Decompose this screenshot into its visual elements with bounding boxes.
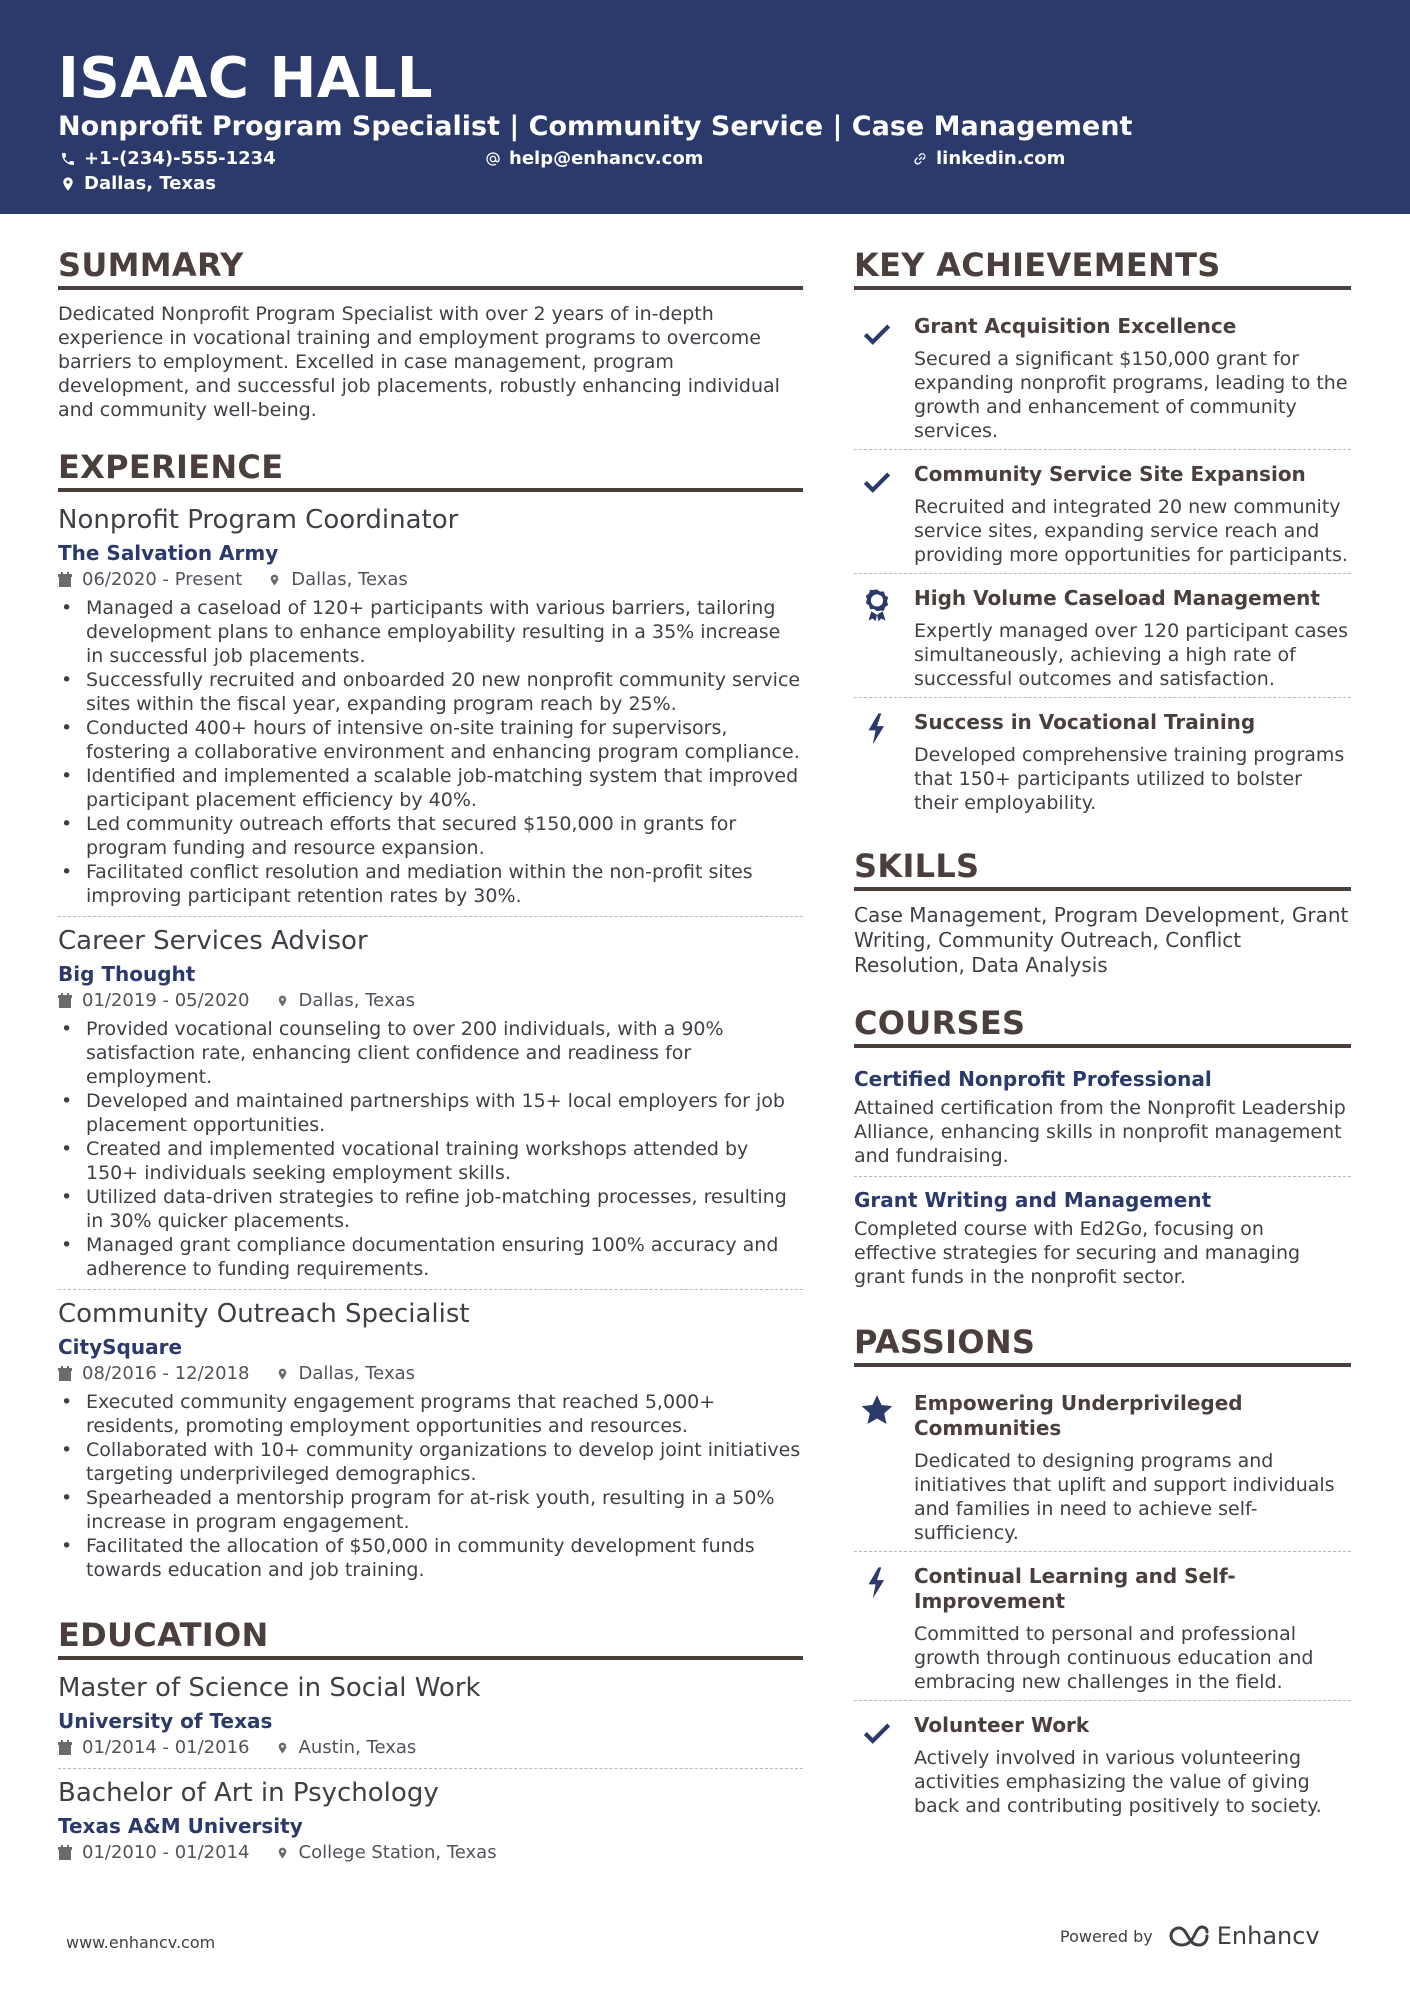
experience-section xyxy=(58,448,803,1590)
powered-by-label: Powered by xyxy=(1060,1926,1153,1946)
job-bullet: • Successfully recruited and onboarded 20 new nonprofit community service sites within the fiscal year, expanding program reach by 25%. xyxy=(58,668,803,716)
skills-list: Case Management, Program Development, Grant Writing, Community Outreach, Conflict Resolution, Data Analysis xyxy=(854,903,1349,977)
course-desc: Completed course with Ed2Go, focusing on effective strategies for securing and managing grant funds in the nonprofit sector. xyxy=(854,1218,1301,1288)
job-bullet: • Executed community engagement programs that reached 5,000+ residents, promoting employment opportunities and resources. xyxy=(58,1390,803,1438)
achievement-title: High Volume Caseload Management xyxy=(914,586,1320,610)
lightning-bolt-icon xyxy=(860,712,894,746)
school-name: Texas A&M University xyxy=(58,1814,303,1838)
job-location-text: Dallas, Texas xyxy=(298,1363,415,1384)
education-meta xyxy=(58,1736,803,1760)
education-location xyxy=(276,1736,417,1760)
education-section xyxy=(58,1616,803,1873)
passion-body xyxy=(914,1391,1351,1545)
school-name: University of Texas xyxy=(58,1709,273,1733)
checkmark-icon xyxy=(860,464,894,498)
passion-body xyxy=(914,1564,1351,1694)
job-location xyxy=(276,989,416,1013)
job-bullet: • Led community outreach efforts that secured $150,000 in grants for program funding and resource expansion. xyxy=(58,812,803,860)
achievement-desc: Developed comprehensive training programs that 150+ participants utilized to bolster their employability. xyxy=(914,744,1345,814)
education-location-text: Austin, Texas xyxy=(298,1737,417,1758)
job-meta xyxy=(58,568,803,592)
phone-icon xyxy=(60,151,76,167)
passion-icon-wrap xyxy=(854,1391,914,1545)
achievement-body xyxy=(914,314,1351,443)
course-item xyxy=(854,1176,1351,1297)
job-dates: 01/2019 - 05/2020 xyxy=(82,990,250,1011)
calendar-icon xyxy=(58,1366,72,1382)
experience-heading: EXPERIENCE xyxy=(58,448,803,492)
job-bullet: • Managed a caseload of 120+ participants with various barriers, tailoring development plans to enhance employability resulting in a 35% increase in successful job placements. xyxy=(58,596,803,668)
job-bullet: • Identified and implemented a scalable job-matching system that improved participant placement efficiency by 40%. xyxy=(58,764,803,812)
job-bullet: • Managed grant compliance documentation ensuring 100% accuracy and adherence to funding requirements. xyxy=(58,1233,803,1281)
job-bullet: • Developed and maintained partnerships with 15+ local employers for job placement opportunities. xyxy=(58,1089,803,1137)
achievement-body xyxy=(914,586,1351,691)
course-title: Certified Nonprofit Professional xyxy=(854,1067,1212,1091)
map-pin-icon xyxy=(60,176,76,192)
passion-desc: Actively involved in various volunteering activities emphasizing the value of giving back and contributing positively to society. xyxy=(914,1747,1322,1817)
job-location-text: Dallas, Texas xyxy=(298,990,415,1011)
job-dates: 08/2016 - 12/2018 xyxy=(82,1363,250,1384)
contact-email-text: help@enhancv.com xyxy=(509,148,704,169)
summary-heading: SUMMARY xyxy=(58,246,803,290)
achievements-section xyxy=(854,246,1351,821)
contact-linkedin[interactable] xyxy=(912,148,1065,170)
passion-body xyxy=(914,1713,1351,1818)
job-meta xyxy=(58,1362,803,1386)
skills-heading: SKILLS xyxy=(854,847,1351,891)
job-bullets xyxy=(58,596,803,908)
enhancv-logo[interactable] xyxy=(1167,1922,1320,1950)
achievement-desc: Secured a significant $150,000 grant for expanding nonprofit programs, leading to the growth and enhancement of community services. xyxy=(914,348,1348,442)
job-company: CitySquare xyxy=(58,1335,183,1359)
contact-phone[interactable] xyxy=(60,148,276,170)
achievement-title: Success in Vocational Training xyxy=(914,710,1256,734)
achievement-desc: Recruited and integrated 20 new community service sites, expanding service reach and providing more opportunities for participants. xyxy=(914,496,1348,566)
job-bullet: • Spearheaded a mentorship program for at-risk youth, resulting in a 50% increase in program engagement. xyxy=(58,1486,803,1534)
job-meta xyxy=(58,989,803,1013)
job-bullet: • Utilized data-driven strategies to refine job-matching processes, resulting in 30% quicker placements. xyxy=(58,1185,803,1233)
job-location xyxy=(276,1362,416,1386)
passion-title: Continual Learning and Self-Improvement xyxy=(914,1564,1236,1613)
job-title: Community Outreach Specialist xyxy=(58,1299,470,1329)
education-location-text: College Station, Texas xyxy=(298,1842,497,1863)
achievement-item xyxy=(854,697,1351,821)
job-bullet: • Facilitated conflict resolution and mediation within the non-profit sites improving participant retention rates by 30%. xyxy=(58,860,803,908)
job-location-text: Dallas, Texas xyxy=(291,569,408,590)
education-entry xyxy=(58,1672,803,1768)
footer-branding xyxy=(1060,1922,1320,1950)
passions-section xyxy=(854,1323,1351,1824)
passions-heading: PASSIONS xyxy=(854,1323,1351,1367)
checkmark-icon xyxy=(860,1715,894,1749)
education-entry xyxy=(58,1768,803,1873)
achievement-item xyxy=(854,449,1351,573)
summary-section xyxy=(58,246,803,422)
passion-desc: Dedicated to designing programs and initiatives that uplift and support individuals and families in need to achieve self-sufficiency. xyxy=(914,1450,1335,1544)
achievement-icon-wrap xyxy=(854,314,914,443)
footer-website-link[interactable]: www.enhancv.com xyxy=(66,1933,216,1952)
achievement-item xyxy=(854,573,1351,697)
enhancv-logo-icon xyxy=(1167,1923,1211,1949)
star-icon xyxy=(860,1393,894,1427)
candidate-name: ISAAC HALL xyxy=(58,46,434,111)
job-bullet: • Created and implemented vocational training workshops attended by 150+ individuals seeking employment skills. xyxy=(58,1137,803,1185)
achievement-title: Grant Acquisition Excellence xyxy=(914,314,1237,338)
course-desc: Attained certification from the Nonprofit Leadership Alliance, enhancing skills in nonprofit management and fundraising. xyxy=(854,1097,1346,1167)
skills-section xyxy=(854,847,1351,978)
job-company: The Salvation Army xyxy=(58,541,279,565)
contact-location xyxy=(60,173,216,195)
education-heading: EDUCATION xyxy=(58,1616,803,1660)
map-pin-icon xyxy=(276,993,289,1009)
contact-linkedin-text: linkedin.com xyxy=(936,148,1066,169)
course-title: Grant Writing and Management xyxy=(854,1188,1212,1212)
achievement-icon-wrap xyxy=(854,586,914,691)
passion-icon-wrap xyxy=(854,1564,914,1694)
map-pin-icon xyxy=(268,572,281,588)
link-icon xyxy=(912,151,928,167)
right-column xyxy=(854,246,1351,1850)
passion-title: Volunteer Work xyxy=(914,1713,1090,1737)
contact-location-text: Dallas, Texas xyxy=(84,173,216,194)
education-dates: 01/2010 - 01/2014 xyxy=(82,1842,250,1863)
resume-header xyxy=(0,0,1410,214)
calendar-icon xyxy=(58,572,72,588)
experience-entry xyxy=(58,1289,803,1590)
summary-text: Dedicated Nonprofit Program Specialist with over 2 years of in-depth experience in vocational training and employment programs to overcome barriers to employment. Excelled in case management, program development, and successful job placements, robustly enhancing individual and community well-being. xyxy=(58,303,780,421)
candidate-headline: Nonprofit Program Specialist | Community Service | Case Management xyxy=(58,111,1133,142)
experience-entry xyxy=(58,916,803,1289)
experience-entry xyxy=(58,504,803,916)
lightning-bolt-icon xyxy=(860,1566,894,1600)
courses-section xyxy=(854,1004,1351,1297)
contact-email[interactable] xyxy=(485,148,703,170)
education-dates: 01/2014 - 01/2016 xyxy=(82,1737,250,1758)
achievement-icon-wrap xyxy=(854,710,914,815)
calendar-icon xyxy=(58,1845,72,1861)
job-bullets xyxy=(58,1390,803,1582)
achievement-body xyxy=(914,710,1351,815)
job-title: Nonprofit Program Coordinator xyxy=(58,505,459,535)
calendar-icon xyxy=(58,993,72,1009)
achievement-item xyxy=(854,302,1351,449)
passion-item xyxy=(854,1379,1351,1551)
job-bullet: • Conducted 400+ hours of intensive on-site training for supervisors, fostering a collaborative environment and enhancing program compliance. xyxy=(58,716,803,764)
job-bullet: • Provided vocational counseling to over 200 individuals, with a 90% satisfaction rate, enhancing client confidence and readiness for employment. xyxy=(58,1017,803,1089)
passion-icon-wrap xyxy=(854,1713,914,1818)
achievements-heading: KEY ACHIEVEMENTS xyxy=(854,246,1351,290)
passion-item xyxy=(854,1700,1351,1824)
degree-title: Bachelor of Art in Psychology xyxy=(58,1778,439,1808)
checkmark-icon xyxy=(860,316,894,350)
at-sign-icon xyxy=(485,151,501,167)
passion-desc: Committed to personal and professional growth through continuous education and embracing new challenges in the field. xyxy=(914,1623,1314,1693)
achievement-icon-wrap xyxy=(854,462,914,567)
enhancv-logo-text: Enhancv xyxy=(1216,1922,1320,1950)
job-dates: 06/2020 - Present xyxy=(82,569,243,590)
passion-title: Empowering Underprivileged Communities xyxy=(914,1391,1243,1440)
education-meta xyxy=(58,1841,803,1865)
passion-item xyxy=(854,1551,1351,1700)
left-column xyxy=(58,246,803,1899)
map-pin-icon xyxy=(276,1366,289,1382)
job-company: Big Thought xyxy=(58,962,196,986)
job-location xyxy=(268,568,408,592)
achievement-body xyxy=(914,462,1351,567)
job-bullet: • Facilitated the allocation of $50,000 in community development funds towards education and job training. xyxy=(58,1534,803,1582)
education-location xyxy=(276,1841,497,1865)
job-bullets xyxy=(58,1017,803,1281)
achievement-desc: Expertly managed over 120 participant cases simultaneously, achieving a high rate of successful outcomes and satisfaction. xyxy=(914,620,1349,690)
courses-heading: COURSES xyxy=(854,1004,1351,1048)
contact-phone-text: +1-(234)-555-1234 xyxy=(84,148,276,169)
job-bullet: • Collaborated with 10+ community organizations to develop joint initiatives targeting underprivileged demographics. xyxy=(58,1438,803,1486)
map-pin-icon xyxy=(276,1845,289,1861)
job-title: Career Services Advisor xyxy=(58,926,368,956)
achievement-title: Community Service Site Expansion xyxy=(914,462,1306,486)
degree-title: Master of Science in Social Work xyxy=(58,1673,481,1703)
calendar-icon xyxy=(58,1740,72,1756)
course-item xyxy=(854,1060,1351,1176)
award-medal-icon xyxy=(860,588,894,622)
map-pin-icon xyxy=(276,1740,289,1756)
